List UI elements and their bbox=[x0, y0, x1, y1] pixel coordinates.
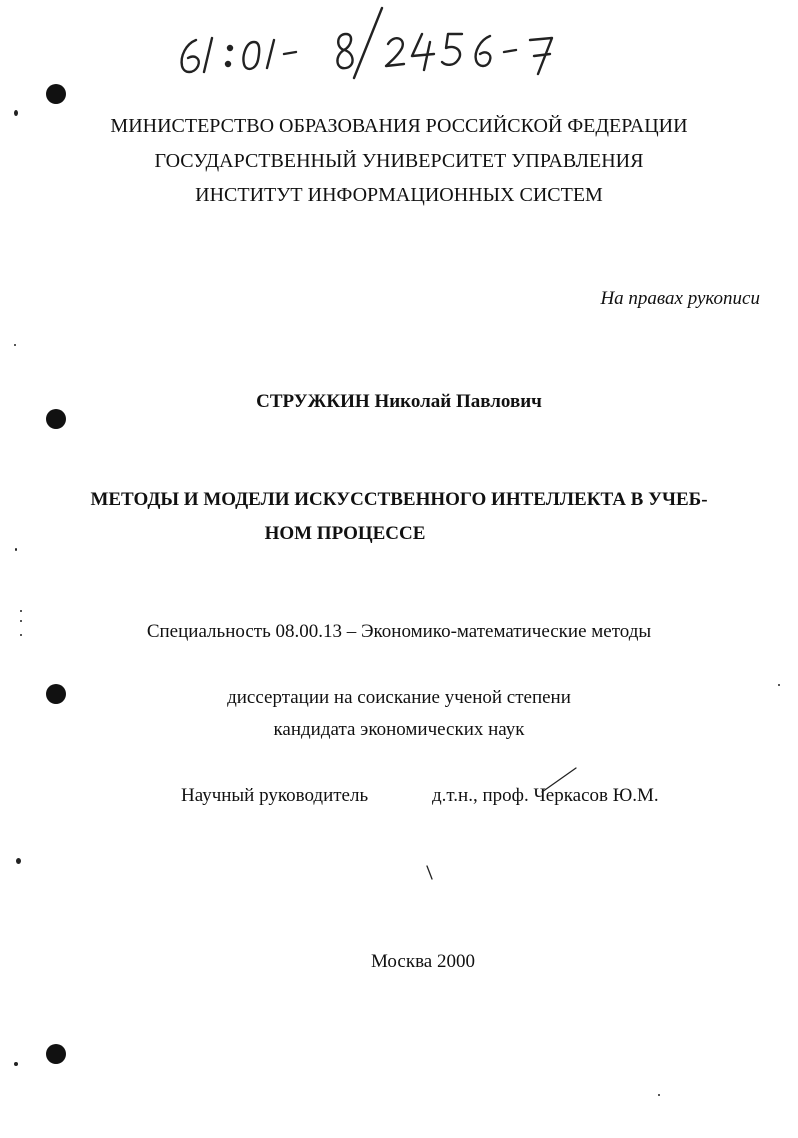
scan-speck bbox=[14, 344, 16, 346]
institute-heading: ИНСТИТУТ ИНФОРМАЦИОННЫХ СИСТЕМ bbox=[195, 184, 603, 206]
pen-mark bbox=[424, 864, 436, 882]
supervisor-label: Научный руководитель bbox=[181, 785, 369, 806]
dissertation-title-line-2: НОМ ПРОЦЕССЕ bbox=[264, 523, 426, 544]
city-year: Москва 2000 bbox=[371, 951, 475, 972]
supervisor-name: д.т.н., проф. Черкасов Ю.М. bbox=[432, 785, 659, 806]
handwritten-archive-code bbox=[168, 4, 568, 84]
scan-speck bbox=[658, 1094, 660, 1096]
ministry-heading: МИНИСТЕРСТВО ОБРАЗОВАНИЯ РОССИЙСКОЙ ФЕДЕРАЦИИ bbox=[110, 115, 688, 137]
dissertation-title-line-1: МЕТОДЫ И МОДЕЛИ ИСКУССТВЕННОГО ИНТЕЛЛЕКТА В УЧЕБ- bbox=[90, 489, 708, 510]
scan-speck bbox=[20, 610, 22, 612]
scan-speck bbox=[16, 858, 21, 864]
degree-line-1: диссертации на соискание ученой степени bbox=[227, 687, 571, 708]
manuscript-note: На правах рукописи bbox=[600, 288, 760, 309]
punch-hole-4 bbox=[46, 1044, 66, 1064]
scan-speck bbox=[15, 548, 17, 551]
pen-mark bbox=[540, 766, 580, 796]
punch-hole-1 bbox=[46, 84, 66, 104]
scan-speck bbox=[14, 1062, 18, 1066]
specialty: Специальность 08.00.13 – Экономико-математические методы bbox=[146, 621, 652, 642]
author-name: СТРУЖКИН Николай Павлович bbox=[256, 391, 542, 412]
degree-line-2: кандидата экономических наук bbox=[273, 719, 525, 740]
university-heading: ГОСУДАРСТВЕННЫЙ УНИВЕРСИТЕТ УПРАВЛЕНИЯ bbox=[154, 150, 644, 172]
